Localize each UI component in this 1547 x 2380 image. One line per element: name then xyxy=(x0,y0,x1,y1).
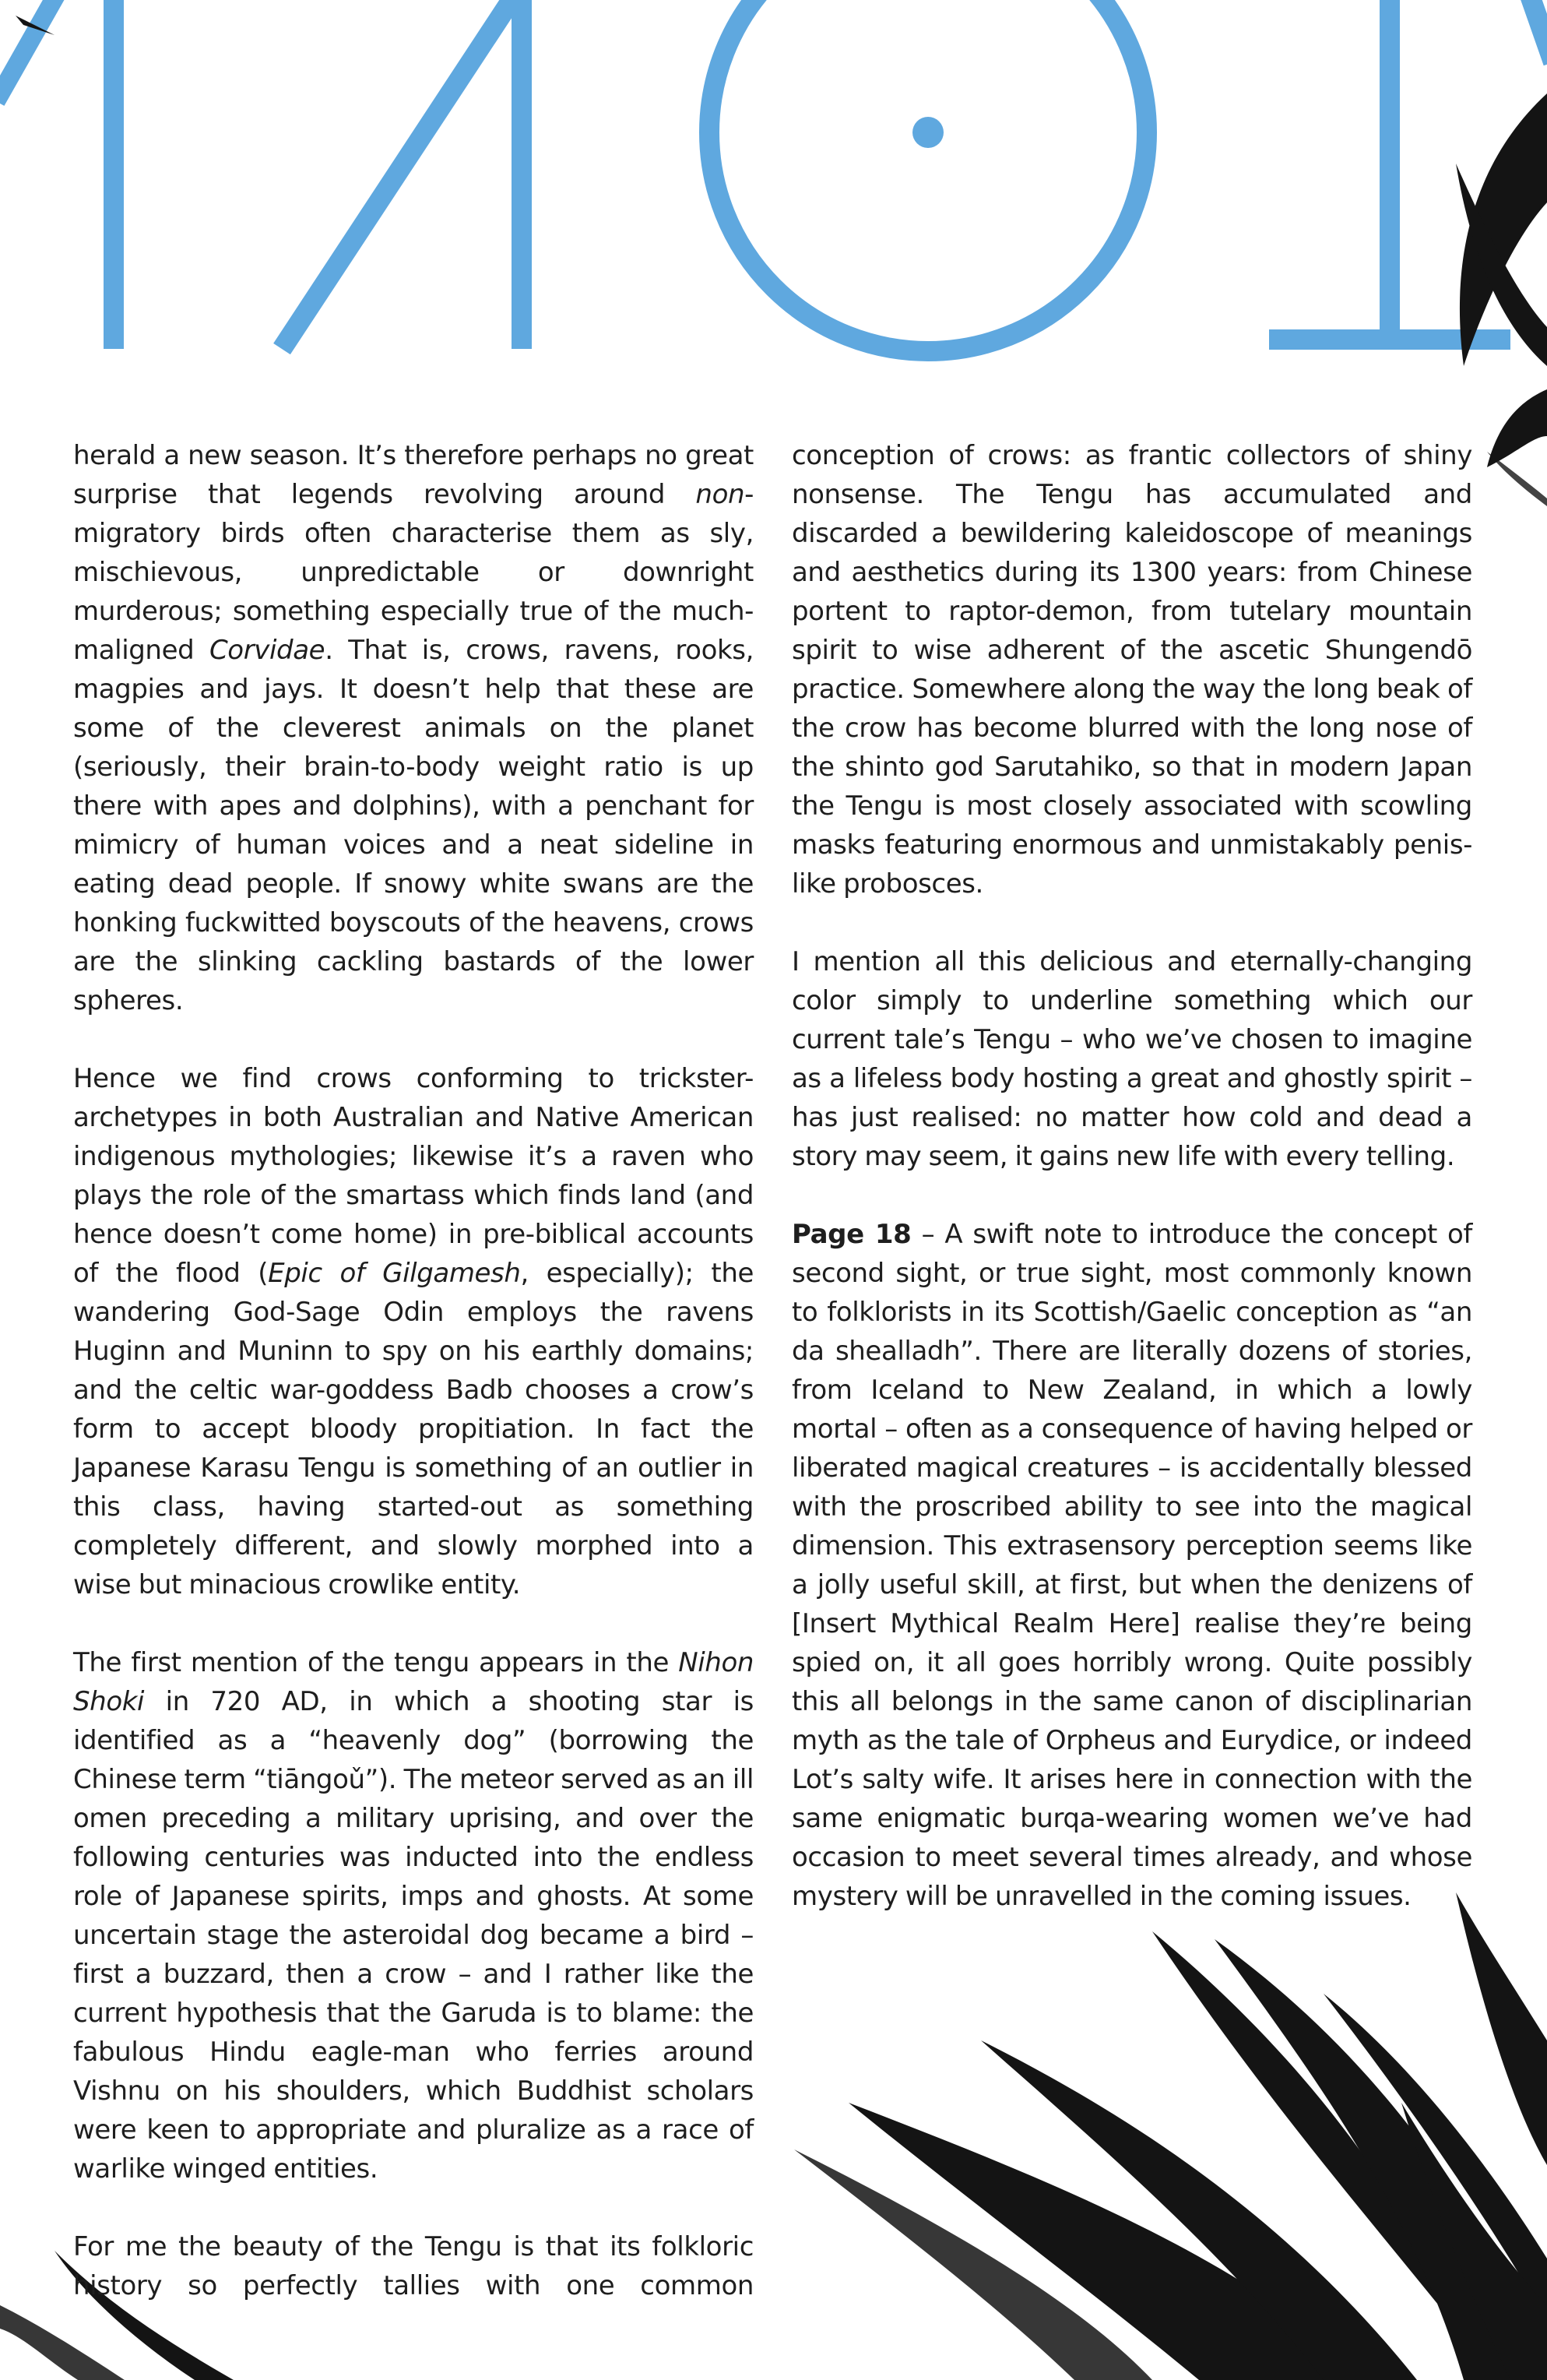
text-run: in 720 AD, in which a shooting star is identified as a “heavenly dog” (borrowing the Chinese term “tiāngoǔ”). The meteor served as an ill omen preceding a military uprising, and over the following centuries was inducted into the endless role of Japanese spirits, imps and ghosts. At some uncertain stage the asteroidal dog became a bird – first a buzzard, then a crow – and I rather like the current hypothesis that the Garuda is to blame: the fabulous Hindu eagle-man who ferries around Vishnu on his shoulders, which Buddhist scholars were keen to appropriate and pluralize as a race of warlike winged entities. xyxy=(73,1686,754,2185)
text-run: -migratory birds often characterise them as sly, mischievous, unpredictable or downright murderous; something especially true of the much-maligned xyxy=(73,479,754,666)
text-run: , especially); the wandering God-Sage Odin employs the ravens Huginn and Muninn to spy on his earthly domains; and the celtic war-goddess Badb chooses a crow’s form to accept bloody propitiation. In fact the Japanese Karasu Tengu is something of an outlier in this class, having started-out as something completely different, and slowly morphed into a wise but minacious crowlike entity. xyxy=(73,1258,754,1600)
header-letter-3-ring xyxy=(709,0,1147,351)
left-paragraph-1 xyxy=(73,436,754,1020)
right-paragraph-2 xyxy=(792,942,1472,1176)
text-run: – A swift note to introduce the concept of second sight, or true sight, most commonly known to folklorists in its Scottish/Gaelic conception as “an da shealladh”. There are literally dozens of stories, from Iceland to New Zealand, in which a lowly mortal – often as a consequence of having helped or liberated magical creatures – is accidentally blessed with the proscribed ability to see into the magical dimension. This extrasensory perception seems like a jolly useful skill, at first, but when the denizens of [Insert Mythical Realm Here] realise they’re being spied on, it all goes horribly wrong. Quite possibly this all belongs in the same canon of disciplinarian myth as the tale of Orpheus and Eurydice, or indeed Lot’s salty wife. It arises here in connection with the same enigmatic burqa-wearing women we’ve had occasion to meet several times already, and whose mystery will be unravelled in the coming issues. xyxy=(792,1219,1472,1912)
left-paragraph-2 xyxy=(73,1059,754,1604)
text-run: . That is, crows, ravens, rooks, magpies and jays. It doesn’t help that these are some of the cleverest animals on the planet (seriously, their brain-to-body weight ratio is up there with apes and dolphins), with a penchant for mimicry of human voices and a neat sideline in eating dead people. If snowy white swans are the honking fuckwitted boyscouts of the heavens, crows are the slinking cackling bastards of the lower spheres. xyxy=(73,635,754,1016)
text-run: conception of crows: as frantic collectors of shiny nonsense. The Tengu has accumulated and discarded a bewildering kaleidoscope of meanings and aesthetics during its 1300 years: from Chinese portent to raptor-demon, from tutelary mountain spirit to wise adherent of the ascetic Shungendō practice. Somewhere along the way the long beak of the crow has become blurred with the long nose of the shinto god Sarutahiko, so that in modern Japan the Tengu is most closely associated with scowling masks featuring enormous and unmistakably penis-like probosces. xyxy=(792,440,1472,900)
left-paragraph-3 xyxy=(73,1643,754,2188)
italic-run: Epic of Gilgamesh xyxy=(268,1258,521,1289)
right-paragraph-1 xyxy=(792,436,1472,903)
page-reference-label: Page 18 xyxy=(792,1219,912,1250)
header-letter-5-fragment xyxy=(1526,0,1547,62)
italic-run: Corvidae xyxy=(209,635,325,666)
text-run: The first mention of the tengu appears in the xyxy=(73,1647,679,1678)
header-letter-2-diagonal xyxy=(282,0,522,349)
right-paragraph-3 xyxy=(792,1215,1472,1916)
header-letterforms xyxy=(0,0,1547,351)
text-run: I mention all this delicious and eternally-changing color simply to underline something which our current tale’s Tengu – who we’ve chosen to imagine as a lifeless body hosting a great and ghostly spirit – has just realised: no matter how cold and dead a story may seem, it gains new life with every telling. xyxy=(792,946,1472,1172)
header-letter-3-dot xyxy=(912,117,944,148)
left-paragraph-4 xyxy=(73,2227,754,2305)
text-run: For me the beauty of the Tengu is that its folkloric history so perfectly tallies with one common xyxy=(73,2231,754,2301)
right-text-column xyxy=(792,436,1472,1916)
feathers-bottom-right xyxy=(794,1892,1547,2380)
text-run: Hence we find crows conforming to trickster-archetypes in both Australian and Native American indigenous mythologies; likewise it’s a raven who plays the role of the smartass which finds land (and hence doesn’t come home) in pre-biblical accounts of the flood ( xyxy=(73,1063,754,1289)
text-run: herald a new season. It’s therefore perhaps no great surprise that legends revolving around xyxy=(73,440,754,510)
italic-run: Nihon Shoki xyxy=(73,1647,754,1717)
left-text-column xyxy=(73,436,754,2305)
header-letter-1 xyxy=(0,0,62,101)
italic-run: non xyxy=(695,479,745,510)
